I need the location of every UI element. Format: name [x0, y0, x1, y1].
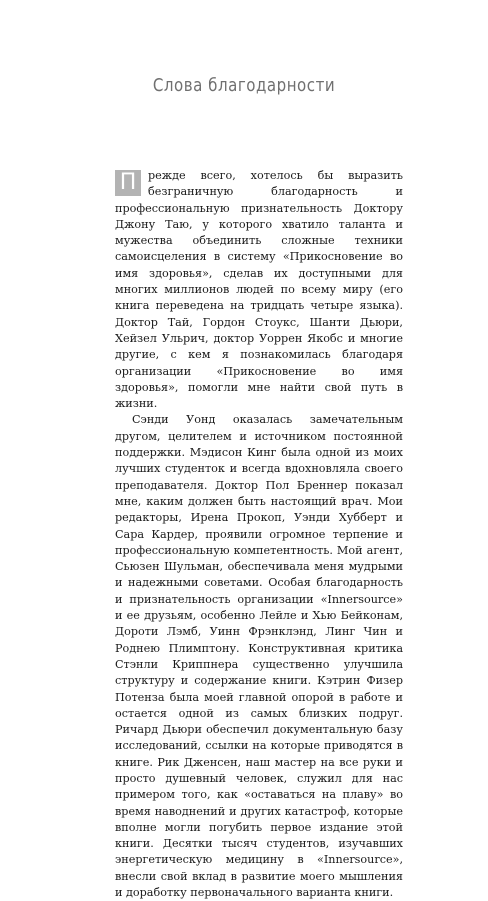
drop-cap: П [115, 170, 141, 196]
body-text [115, 168, 403, 901]
paragraph-2 [115, 412, 403, 901]
chapter-title: Слова благодарности [152, 76, 336, 96]
paragraph-2-text: Сэнди Уонд оказалась замечательным другом, целителем и источником постоянной поддержки. Мэдисон Кинг была одной из моих лучших студенток и всегда вдохновляла своего преподавателя. Доктор Пол Бреннер показал мне, каким должен быть настоящий врач. Мои редакторы, Ирена Прокоп, Уэнди Хубберт и Сара Кардер, проявили огромное терпение и профессиональную компетентность. Мой агент, Сьюзен Шульман, обеспечивала меня мудрыми и надежными советами. Особая благодарность и признательность организации «Innersource» и ее друзьям, особенно Лейле и Хью Бейконам, Дороти Лэмб, Уинн Фрэнклэнд, Линг Чин и Роднею Плимптону. Конструктивная критика Стэнли Криппнера существенно улучшила структуру и содержание книги. Кэтрин Физер Потенза была моей главной опорой в работе и остается одной из самых близких подруг. Ричард Дьюри обеспечил документальную базу исследований, ссылки на которые приводятся в книге. Рик Дженсен, наш мастер на все руки и просто душевный человек, служил для нас примером того, как «оставаться на плаву» во время наводнений и других катастроф, которые вполне могли погубить первое издание этой книги. Десятки тысяч студентов, изучавших энергетическую медицину в «Innersource», внесли свой вклад в развитие моего мышления и доработку первоначального варианта книги. [115, 413, 403, 900]
paragraph-1-text: режде всего, хотелось бы выразить безграничную благодарность и профессиональную признательность Доктору Джону Таю, у которого хватило таланта и мужества объединить сложные техники самоисцеления в систему «Прикосновение во имя здоровья», сделав их доступными для многих миллионов людей по всему миру (его книга переведена на тридцать четыре языка). Доктор Тай, Гордон Стоукс, Шанти Дьюри, Хейзел Ульрич, доктор Уоррен Якобс и многие другие, с кем я познакомилась благодаря организации «Прикосновение во имя здоровья», помогли мне найти свой путь в жизни. [115, 169, 403, 411]
paragraph-1 [115, 168, 403, 412]
